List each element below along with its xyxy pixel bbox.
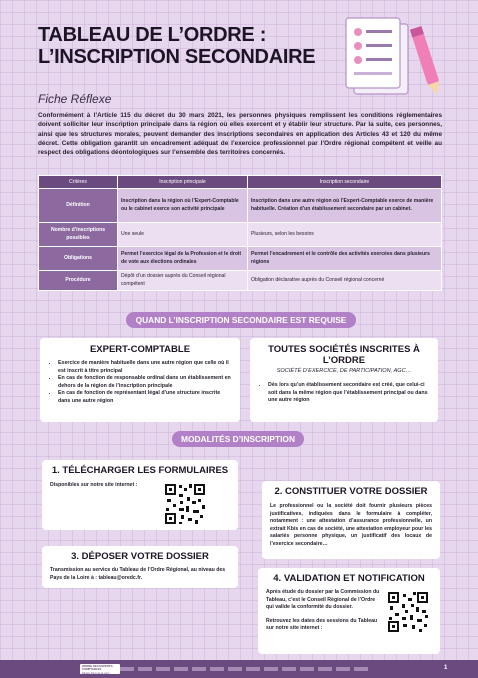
- cell-secondaire: Obligation déclarative auprès du Conseil régional concerné: [247, 271, 441, 291]
- step4-text-2: Retrouvez les dates des sessions du Tableau sur notre site internet :: [266, 617, 378, 631]
- cell-secondaire: Permet l’encadrement et le contrôle des activités exercées dans plusieurs régions: [247, 247, 441, 271]
- cell-principale: Dépôt d’un dossier auprès du Conseil régional compétent: [118, 271, 248, 291]
- card-step-2: [262, 481, 440, 559]
- title-line-2: L’INSCRIPTION SECONDAIRE: [38, 46, 316, 68]
- section-modalites: MODALITÉS D’INSCRIPTION: [172, 431, 304, 447]
- page-footer: [0, 660, 478, 678]
- societes-list: [258, 382, 430, 405]
- page-title: [38, 24, 315, 68]
- qr-code-download-icon[interactable]: [163, 482, 207, 526]
- document-illustration-icon: [336, 16, 446, 102]
- cell-principale: Inscription dans la région où l’Expert-Comptable ou le cabinet exerce son activité principale: [118, 189, 248, 223]
- page-number: 1: [444, 665, 448, 671]
- footer-org: ORDRE DES EXPERTS-COMPTABLES: [82, 664, 114, 672]
- header-secondaire: Inscription secondaire: [247, 176, 441, 189]
- step1-text: Disponibles sur notre site internet :: [50, 482, 138, 488]
- title-line-1: TABLEAU DE L’ORDRE :: [38, 24, 267, 46]
- card-societes: [250, 338, 438, 422]
- row-label: Obligations: [39, 247, 118, 271]
- expert-list: [48, 360, 232, 406]
- footer-bar: [120, 667, 370, 671]
- cell-principale: Permet l’exercice légal de la Profession et le droit de vote aux élections ordinales: [118, 247, 248, 271]
- societes-subtitle: SOCIÉTÉ D’EXERCICE, DE PARTICIPATION, AGC…: [276, 368, 412, 374]
- card-step-1: [42, 460, 238, 530]
- list-item: • En cas de fonction de responsable ordinal dans un établissement en dehors de la région de l’inscription principale: [58, 375, 232, 390]
- table-row: [39, 223, 442, 247]
- card-step-3: [42, 546, 238, 588]
- expert-title: EXPERT-COMPTABLE: [89, 344, 191, 355]
- step4-text-1: Après étude du dossier par la Commission du Tableau, c’est le Conseil Régional de l’Ordre qui valide la conformité du dossier.: [266, 589, 380, 610]
- header-criteres: Critères: [39, 176, 118, 189]
- table-row: [39, 189, 442, 223]
- step3-title: 3. DÉPOSER VOTRE DOSSIER: [71, 551, 209, 562]
- step1-title: 1. TÉLÉCHARGER LES FORMULAIRES: [51, 465, 229, 476]
- row-label: Définition: [39, 189, 118, 223]
- step2-text: Le professionnel ou la société doit fournir plusieurs pièces justificatives, indiquées dans le formulaire à compléter, notamment : une attestation d’assurance professionnelle, un extrait Kbis en cas de société, une attestation employeur pour les salariés personne physique, un justificatif des locaux de l’exercice secondaire…: [270, 503, 432, 547]
- section-when-required: QUAND L’INSCRIPTION SECONDAIRE EST REQUISE: [126, 312, 356, 328]
- table-row: [39, 271, 442, 291]
- fiche-label: Fiche Réflexe: [38, 92, 112, 106]
- row-label: Nombre d’inscriptions possibles: [39, 223, 118, 247]
- cell-secondaire: Plusieurs, selon les besoins: [247, 223, 441, 247]
- step2-title: 2. CONSTITUER VOTRE DOSSIER: [274, 486, 428, 497]
- step3-text: Transmission au service du Tableau de l’Ordre Régional, au niveau des Pays de la Loire à : tableau@oredc.fr.: [50, 567, 226, 581]
- ordre-logo-icon: [80, 664, 120, 674]
- row-label: Procédure: [39, 271, 118, 291]
- cell-secondaire: Inscription dans une autre région où l’Expert-Comptable exerce de manière habituelle. Création d’un établissement secondaire par un cabinet.: [247, 189, 441, 223]
- societes-title: TOUTES SOCIÉTÉS INSCRITES À L’ORDRE: [268, 344, 420, 366]
- qr-code-sessions-icon[interactable]: [386, 590, 430, 634]
- table-row: [39, 247, 442, 271]
- intro-paragraph: Conformément à l’Article 115 du décret du 30 mars 2021, les personnes physiques remplissent les conditions réglementaires doivent solliciter leur inscription principale dans la région où elles exercent et y établir leur structure. Par la suite, ces personnes, ainsi que les structures morales, peuvent demander des inscriptions secondaires en application des Articles 43 et 120 du même décret. Cette obligation garantit un encadrement adéquat de l’exercice professionnel par l’Ordre régional compétent et veille au respect des obligations déontologiques sur l’ensemble des territoires concernés.: [38, 112, 442, 157]
- step4-title: 4. VALIDATION ET NOTIFICATION: [273, 573, 425, 584]
- cell-principale: Une seule: [118, 223, 248, 247]
- criteria-table: [38, 175, 442, 291]
- table-header-row: [39, 176, 442, 189]
- list-item: • Dès lors qu’un établissement secondaire est créé, que celui-ci soit dans la même région que l’établissement principal ou dans une autre région: [268, 382, 430, 405]
- footer-region: Région Pays de la Loire: [82, 671, 110, 675]
- list-item: • En cas de fonction de représentant légal d’une structure inscrite dans une autre région: [58, 390, 232, 405]
- list-item: • Exercice de manière habituelle dans une autre région que celle où il est inscrit à titre principal: [58, 360, 232, 375]
- header-principale: Inscription principale: [118, 176, 248, 189]
- card-expert-comptable: [40, 338, 240, 422]
